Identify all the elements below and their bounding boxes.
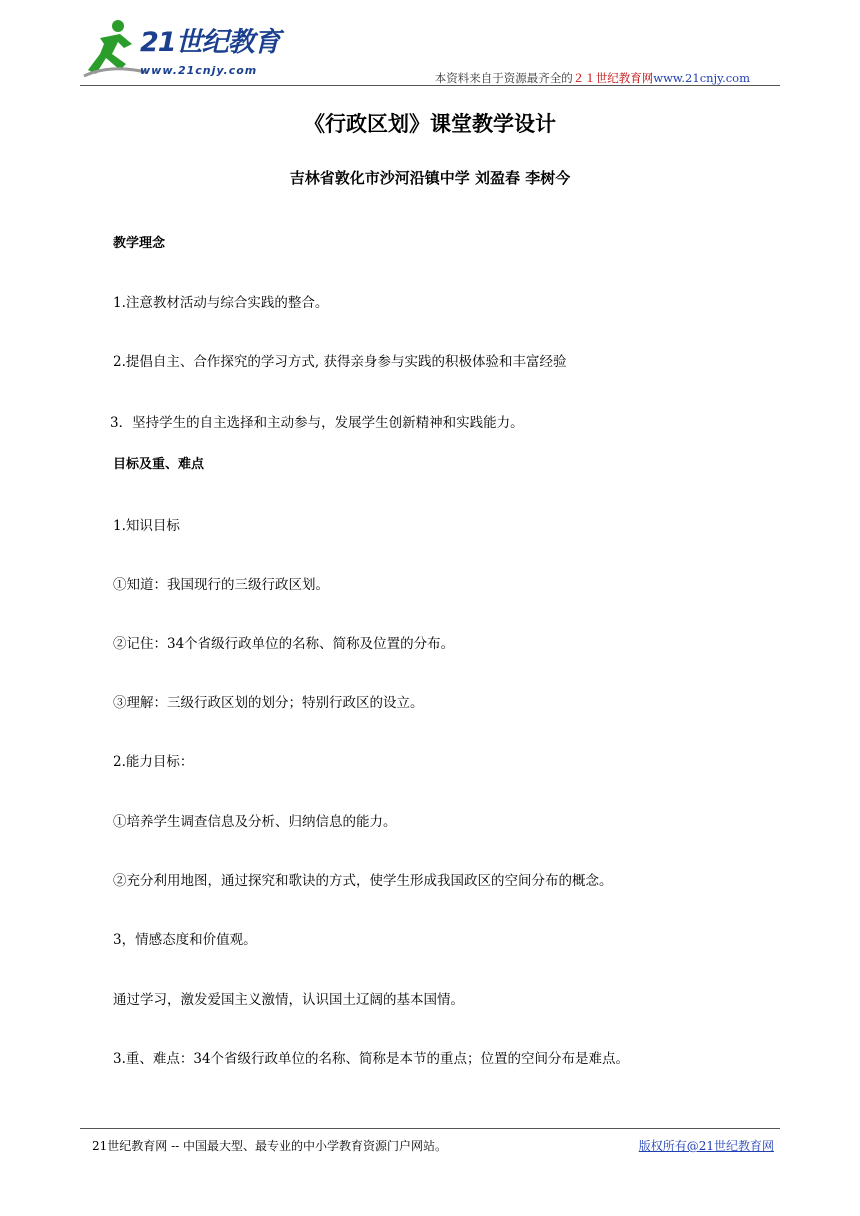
paragraph: 1.知识目标 <box>113 518 180 534</box>
logo-wordmark: 21世纪教育 <box>140 27 280 58</box>
header-divider <box>80 85 780 86</box>
paragraph: 2.提倡自主、合作探究的学习方式, 获得亲身参与实践的积极体验和丰富经验 <box>113 354 567 370</box>
page-header <box>80 14 780 86</box>
document-title: 《行政区划》课堂教学设计 <box>304 112 556 136</box>
footer-copyright-link[interactable]: 版权所有@21世纪教育网 <box>638 1139 774 1153</box>
document-author: 吉林省敦化市沙河沿镇中学 刘盈春 李树今 <box>289 169 571 187</box>
logo-url: www.21cnjy.com <box>140 64 258 77</box>
paragraph: ②记住：34个省级行政单位的名称、简称及位置的分布。 <box>113 636 455 652</box>
section-heading-goals: 目标及重、难点 <box>113 457 205 472</box>
paragraph: 3．坚持学生的自主选择和主动参与，发展学生创新精神和实践能力。 <box>110 415 524 431</box>
paragraph: 1.注意教材活动与综合实践的整合。 <box>113 295 329 311</box>
paragraph: 通过学习，激发爱国主义激情，认识国土辽阔的基本国情。 <box>113 992 464 1008</box>
paragraph: ①培养学生调查信息及分析、归纳信息的能力。 <box>113 814 397 830</box>
footer-text: 21世纪教育网 -- 中国最大型、最专业的中小学教育资源门户网站。 <box>92 1139 448 1153</box>
paragraph: ②充分利用地图，通过探究和歌诀的方式，使学生形成我国政区的空间分布的概念。 <box>113 873 613 889</box>
paragraph: 2.能力目标： <box>113 754 194 770</box>
source-notice <box>435 70 750 86</box>
paragraph: 3，情感态度和价值观。 <box>113 932 257 948</box>
site-logo <box>80 14 280 82</box>
paragraph: 3.重、难点：34个省级行政单位的名称、简称是本节的重点；位置的空间分布是难点。 <box>113 1051 630 1067</box>
section-heading-concept: 教学理念 <box>113 236 166 251</box>
paragraph: ①知道：我国现行的三级行政区划。 <box>113 577 329 593</box>
paragraph: ③理解：三级行政区划的划分；特别行政区的设立。 <box>113 695 424 711</box>
source-prefix: 本资料来自于资源最齐全的 <box>434 71 573 85</box>
source-site: ２１世纪教育网 <box>572 71 654 85</box>
source-url[interactable]: www.21cnjy.com <box>653 71 750 85</box>
footer-divider <box>80 1128 780 1129</box>
